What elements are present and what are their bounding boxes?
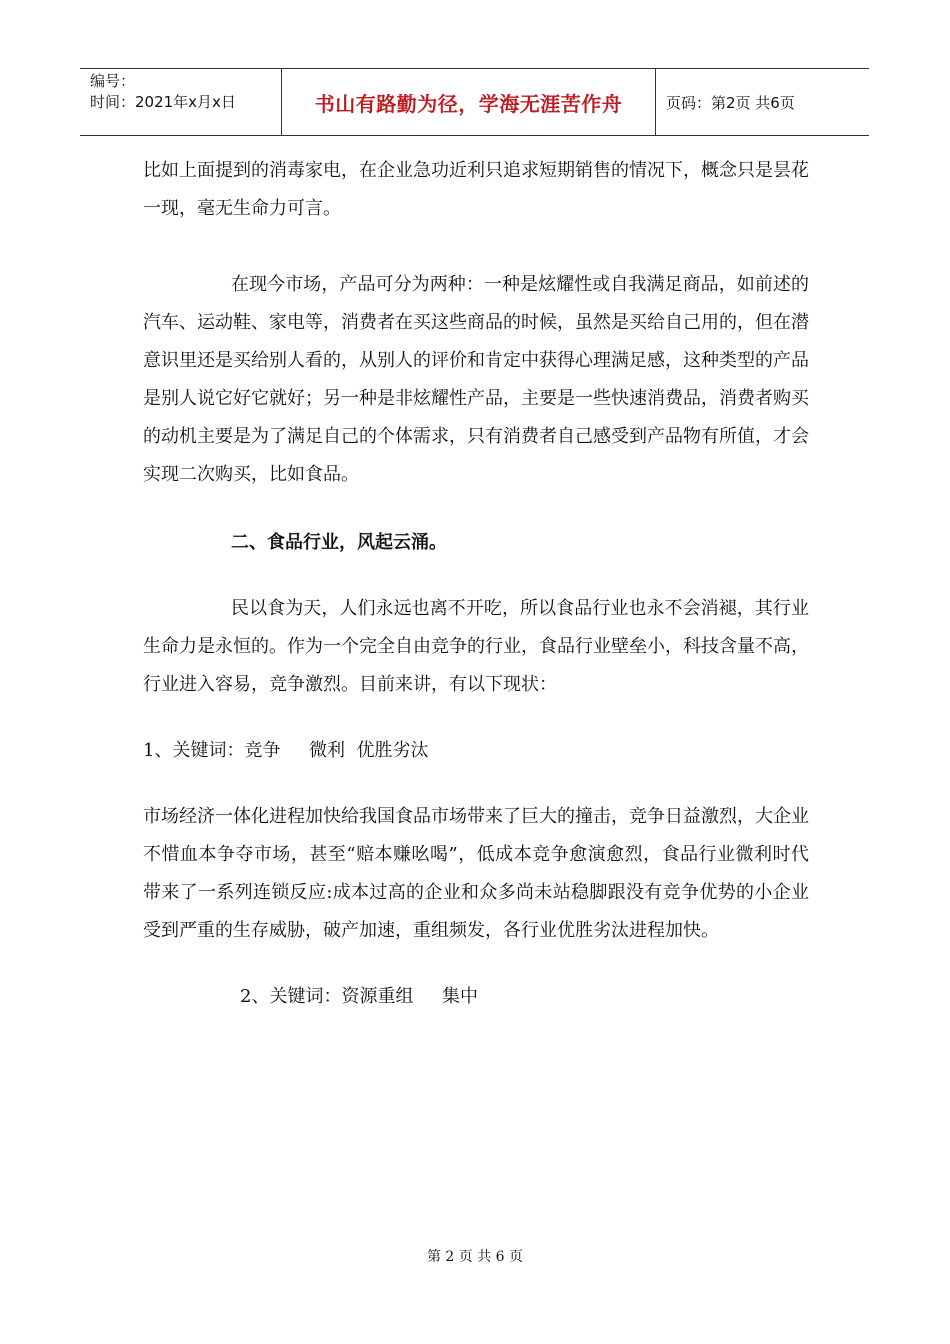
page-header [80, 68, 869, 136]
spacer [143, 950, 809, 978]
section-heading: 二、食品行业，风起云涌。 [231, 532, 447, 553]
keyword-line: 2、关键词：资源重组 集中 [240, 986, 479, 1007]
header-divider [655, 69, 656, 135]
paragraph: 比如上面提到的消毒家电，在企业急功近利只追求短期销售的情况下，概念只是昙花一现，毫无生命力可言。 [143, 160, 809, 219]
header-page-info: 页码：第2页 共6页 [666, 93, 795, 112]
keyword-line: 1、关键词：竞争 微利 优胜劣汰 [143, 740, 429, 761]
document-number-label: 编号： [90, 72, 136, 90]
paragraph: 在现今市场，产品可分为两种：一种是炫耀性或自我满足商品，如前述的汽车、运动鞋、家电等，消费者在买这些商品的时候，虽然是买给自己用的，但在潜意识里还是买给别人看的，从别人的评价和肯定中获得心理满足感，这种类型的产品是别人说它好它就好；另一种是非炫耀性产品，主要是一些快速消费品，消费者购买的动机主要是为了满足自己的个体需求，只有消费者自己感受到产品物有所值，才会实现二次购买，比如食品。 [143, 274, 809, 485]
spacer [143, 228, 809, 266]
page-footer: 第 2 页 共 6 页 [426, 1249, 524, 1265]
document-time-label: 时间：2021年x月x日 [90, 93, 236, 111]
spacer [143, 494, 809, 524]
document-body [143, 152, 809, 1016]
spacer [143, 704, 809, 732]
header-motto: 书山有路勤为径，学海无涯苦作舟 [314, 91, 623, 116]
paragraph: 民以食为天，人们永远也离不开吃，所以食品行业也永不会消褪，其行业生命力是永恒的。作为一个完全自由竞争的行业，食品行业壁垒小，科技含量不高，行业进入容易，竞争激烈。目前来讲，有以下现状： [143, 598, 809, 695]
spacer [143, 562, 809, 590]
header-meta [90, 71, 236, 113]
paragraph: 市场经济一体化进程加快给我国食品市场带来了巨大的撞击，竞争日益激烈，大企业不惜血本争夺市场，甚至“赔本赚吆喝”，低成本竞争愈演愈烈，食品行业微利时代带来了一系列连锁反应:成本过高的企业和众多尚未站稳脚跟没有竞争优势的小企业受到严重的生存威胁，破产加速，重组频发，各行业优胜劣汰进程加快。 [143, 806, 809, 941]
spacer [143, 770, 809, 798]
